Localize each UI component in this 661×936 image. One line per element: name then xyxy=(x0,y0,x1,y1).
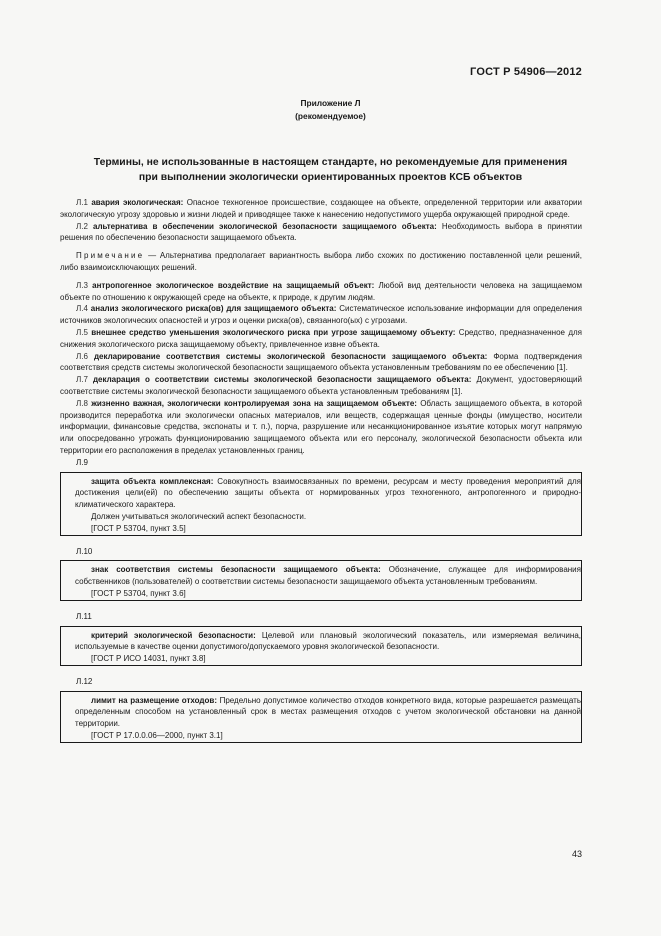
term-number: Л.9 xyxy=(76,457,88,467)
standard-code: ГОСТ Р 54906—2012 xyxy=(470,66,582,78)
document-title-line2: при выполнении экологически ориентированных проектов КСБ объектов xyxy=(138,172,523,183)
term-box xyxy=(60,472,582,536)
appendix-title: Приложение Л xyxy=(300,98,361,108)
appendix-heading xyxy=(0,97,661,122)
term-source: [ГОСТ Р 53704, пункт 3.5] xyxy=(91,523,186,533)
term-source: [ГОСТ Р 17.0.0.06—2000, пункт 3.1] xyxy=(91,731,223,741)
term-definition: Форма подтверждения соответствия средств системы экологической безопасности защищаемого объекта установленным требованиям по ее обеспечению [1]. xyxy=(60,351,582,373)
term-name: защита объекта комплексная: xyxy=(91,476,214,486)
term-name: декларация о соответствии системы экологической безопасности защищаемого объекта: xyxy=(92,375,472,385)
term-name: антропогенное экологическое воздействие на защищаемый объект: xyxy=(92,280,375,290)
term-entry xyxy=(75,695,581,730)
term-definition: Средство, предназначенное для снижения экологического риска защищаемому объекту, привлеченное извне объекта. xyxy=(60,327,582,349)
note-text: — Альтернатива предполагает вариантность выбора либо схожих по достижению поставленной цели решений, либо взаимоисключающих решений. xyxy=(60,251,582,272)
term-entry xyxy=(75,564,581,588)
term-name: декларирование соответствия системы экологической безопасности защищаемого объекта: xyxy=(93,351,488,361)
term-entry: Л.4 анализ экологического риска(ов) для защищаемого объекта: Систематическое использование информации для определения источников экологических опасностей и угроз и оценки риска(ов), связанного(ых) с угрозами. xyxy=(60,304,582,326)
term-note xyxy=(60,250,582,274)
term-definition: Любой вид деятельности человека на защищаемом объекте по отношению к окружающей среде на объекте, к природе, к другим людям. xyxy=(60,280,582,302)
term-name: знак соответствия системы безопасности защищаемого объекта: xyxy=(91,565,381,575)
term-definition: Совокупность взаимосвязанных по времени, ресурсам и месту проведения мероприятий для достижения цели(ей) по обеспечению защиты объекта от нормированных угроз техногенного, антропогенного и природно-климатического характера. xyxy=(75,476,581,510)
term-name: анализ экологического риска(ов) для защищаемого объекта: xyxy=(90,304,337,314)
term-number: Л.11 xyxy=(76,611,92,621)
term-entry xyxy=(75,630,581,654)
term-extra: Должен учитываться экологический аспект безопасности. xyxy=(91,511,307,521)
term-definition: Документ, удостоверяющий соответствие системы экологической безопасности защищаемого объекта установленным требованиям [1]. xyxy=(60,375,582,396)
term-name: авария экологическая: xyxy=(91,198,184,207)
term-entry: Л.8 жизненно важная, экологически контролируемая зона на защищаемом объекте: Область защищаемого объекта, в которой производится переработка или экологически опасных материалов, или веществ, содержащая ценные фонды (имущество, носители информации, финансовые средства, экспонаты и т. п.), порча, разрушение или несанкционированное изъятие которых могут напрямую или опосредованно угрожать функционированию защищаемого объекта или его персоналу, экологической безопасности объекта или территории его расположения в пределах установленных границ. xyxy=(60,398,582,455)
term-entry: Л.2 альтернатива в обеспечении экологической безопасности защищаемого объекта: Необходимость выбора в принятии решения по обеспечению безопасности защищаемого объекта. xyxy=(60,221,582,243)
term-entry: Л.6 декларирование соответствия системы экологической безопасности защищаемого объекта: Форма подтверждения соответствия средств системы экологической безопасности защищаемого объекта установленным требованиям по ее обеспечению [1]. xyxy=(60,351,582,373)
term-name: альтернатива в обеспечении экологической безопасности защищаемого объекта: xyxy=(93,221,437,231)
term-definition: Область защищаемого объекта, в которой производится переработка или экологически опасных материалов, или веществ, содержащая ценные фонды (имущество, носители информации, финансовые средства, экспонаты и т. п.), порча, разрушение или несанкционированное изъятие которых могут напрямую или опосредованно угрожать функционированию защищаемого объекта или его персоналу, экологической безопасности объекта или территории его расположения в пределах установленных границ. xyxy=(60,398,582,455)
document-title xyxy=(40,155,621,185)
term-number: Л.10 xyxy=(76,546,93,556)
term-source: [ГОСТ Р 53704, пункт 3.6] xyxy=(91,588,186,598)
appendix-status: (рекомендуемое) xyxy=(295,110,366,121)
term-definition: Предельно допустимое количество отходов конкретного вида, которые разрешается размещать определенным способом на установленный срок в местах размещения отходов с учетом экологической обстановки на данной территории. xyxy=(75,695,581,729)
term-source: [ГОСТ Р ИСО 14031, пункт 3.8] xyxy=(91,654,206,664)
term-box xyxy=(60,691,582,743)
page-number: 43 xyxy=(571,849,582,859)
term-entry xyxy=(75,476,581,511)
term-name: внешнее средство уменьшения экологического риска при угрозе защищаемому объекту: xyxy=(91,327,456,337)
document-title-line1: Термины, не использованные в настоящем стандарте, но рекомендуемые для применения xyxy=(93,157,568,168)
term-definition: Систематическое использование информации для определения источников экологических опасностей и угроз и оценки риска(ов), связанного(ых) с угрозами. xyxy=(60,304,582,326)
term-box xyxy=(60,626,582,666)
note-label: Примечание xyxy=(76,251,145,261)
term-definition: Необходимость выбора в принятии решения по обеспечению безопасности защищаемого объекта. xyxy=(60,221,582,243)
term-definition: Целевой или плановый экологический показатель, или измеряемая величина, используемые в качестве оценки допустимого/допускаемого уровня экологической безопасности. xyxy=(75,630,581,652)
term-name: критерий экологической безопасности: xyxy=(91,630,256,640)
term-definition: Опасное техногенное происшествие, создающее на объекте, определенной территории или акватории экологическую угрозу здоровью и жизни людей и приводящее также к нанесению недопустимого ущерба окружающей природной среде. xyxy=(60,198,582,219)
term-entry: Л.7 декларация о соответствии системы экологической безопасности защищаемого объекта: Документ, удостоверяющий соответствие системы экологической безопасности защищаемого объекта установленным требованиям [1]. xyxy=(60,375,582,396)
term-entry: Л.3 антропогенное экологическое воздействие на защищаемый объект: Любой вид деятельности человека на защищаемом объекте по отношению к окружающей среде на объекте, к природе, к другим людям. xyxy=(60,280,582,302)
term-entry: Л.1 авария экологическая: Опасное техногенное происшествие, создающее на объекте, определенной территории или акватории экологическую угрозу здоровью и жизни людей и приводящее также к нанесению недопустимого ущерба окружающей природной среде. xyxy=(60,198,582,219)
term-definition: Обозначение, служащее для информирования собственников (пользователей) о соответствии системы безопасности защищаемого объекта установленным требованиям. xyxy=(75,565,581,587)
terms-body xyxy=(60,197,582,743)
term-name: жизненно важная, экологически контролируемая зона на защищаемом объекте: xyxy=(91,398,417,408)
term-number: Л.12 xyxy=(76,676,93,686)
term-name: лимит на размещение отходов: xyxy=(91,695,217,705)
term-entry: Л.5 внешнее средство уменьшения экологического риска при угрозе защищаемому объекту: Средство, предназначенное для снижения экологического риска защищаемому объекту, привлеченное извне объекта. xyxy=(60,327,582,349)
term-box xyxy=(60,560,582,600)
